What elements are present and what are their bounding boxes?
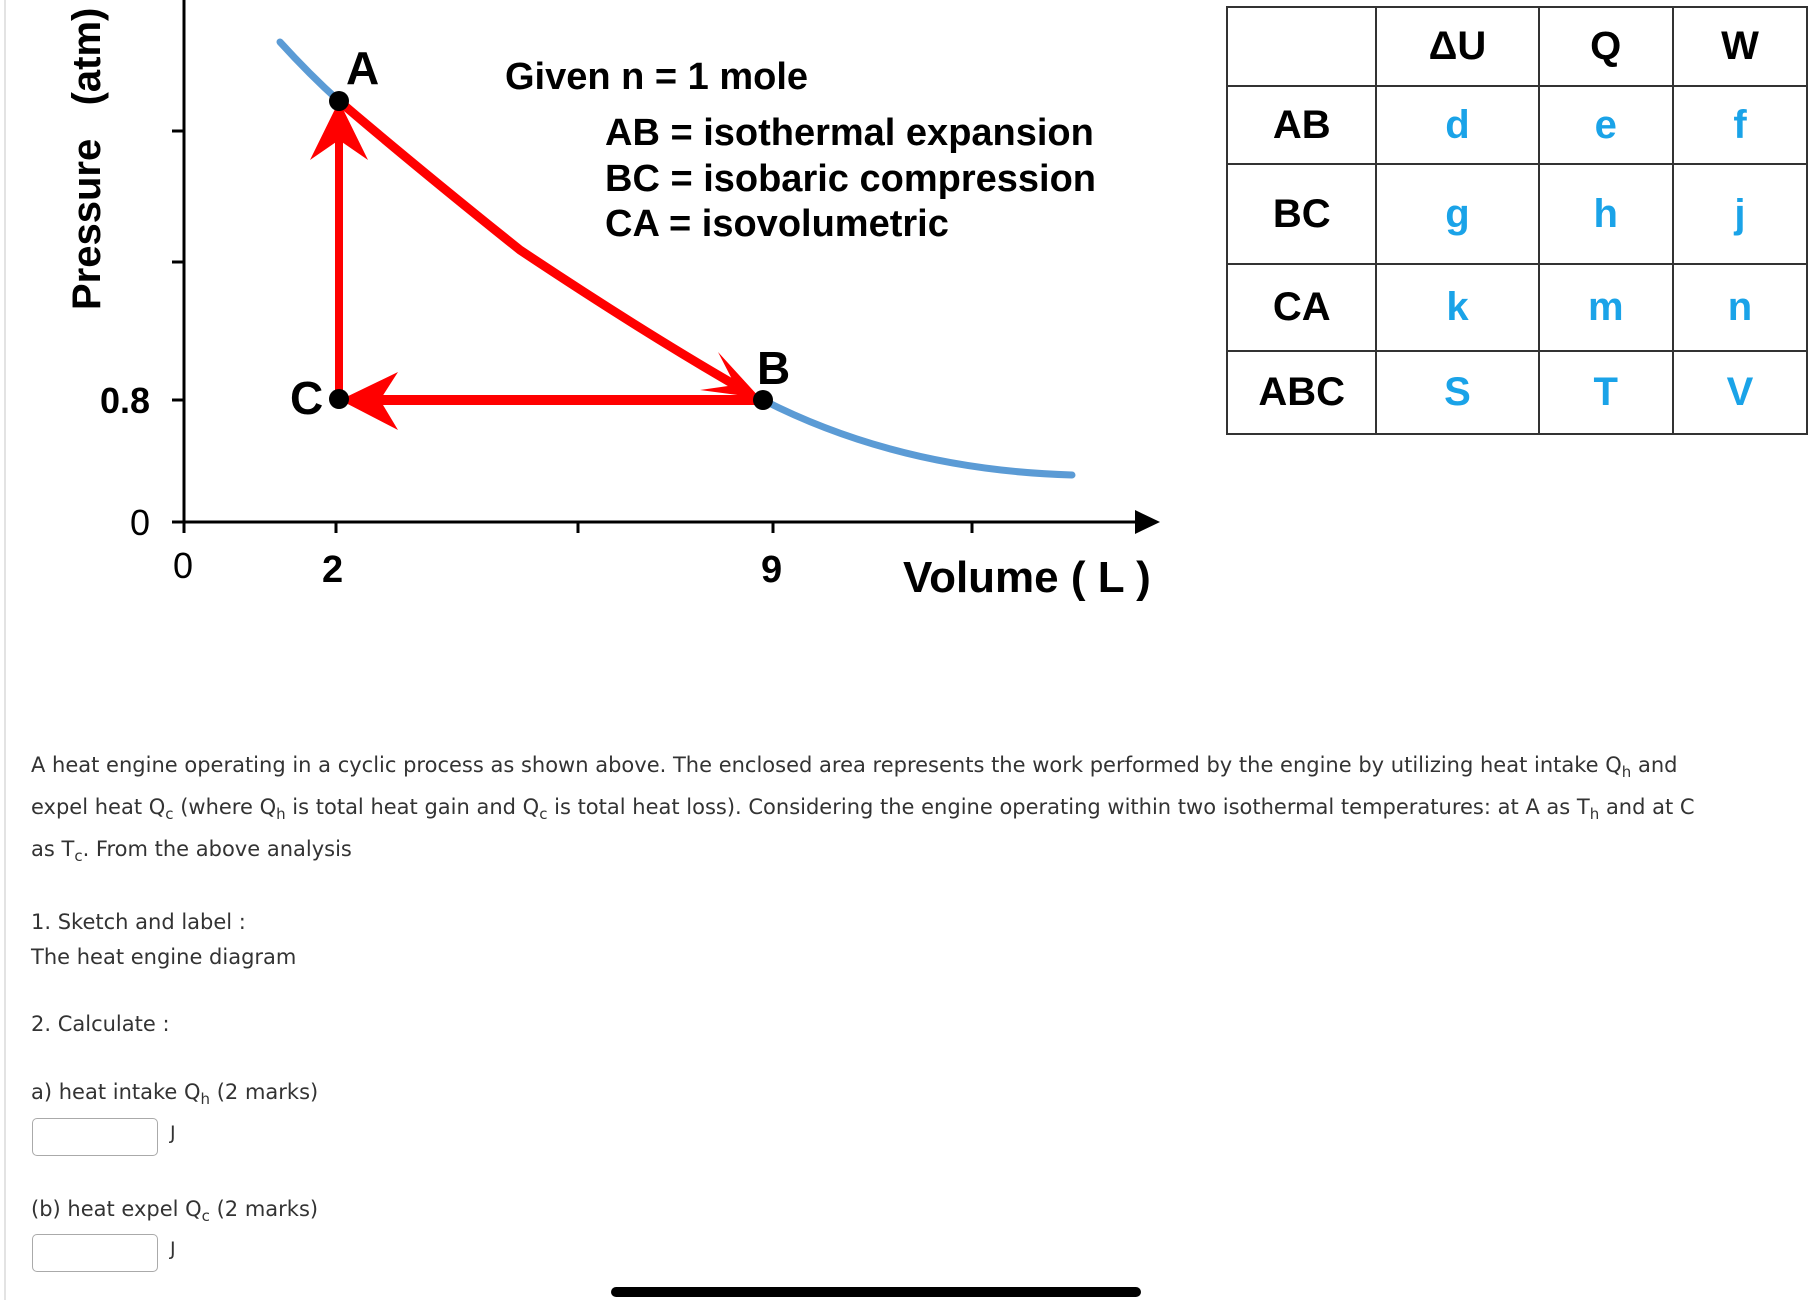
table-row [1227,264,1807,351]
heat-expel-input[interactable] [32,1234,158,1272]
table-header-delta-u: ΔU [1376,7,1538,86]
paragraph-line-3 [31,828,1808,870]
x-tick-label-0: 0 [173,545,194,586]
x-tick-label-2: 2 [322,549,344,591]
subscript: c [74,847,83,865]
item-1-detail: The heat engine diagram [31,945,297,969]
legend-ab: AB = isothermal expansion [605,112,1094,154]
text: A heat engine operating in a cyclic process as shown above. The enclosed area represents the work performed by the engine by utilizing heat intake Q [31,753,1622,777]
cell: d [1376,86,1538,164]
text: and [1631,753,1678,777]
legend-ca: CA = isovolumetric [605,203,949,245]
legend-given: Given n = 1 mole [505,56,809,98]
table-header-q: Q [1539,7,1673,86]
subscript: h [1589,805,1600,823]
cell: h [1539,164,1673,264]
question-paragraph [31,744,1808,870]
subscript: h [200,1090,211,1108]
point-c-label: C [290,372,324,424]
row-label: AB [1227,86,1376,164]
x-tick-label-9: 9 [761,549,783,591]
cell: e [1539,86,1673,164]
text: expel heat Q [31,795,166,819]
text: as T [31,837,75,861]
table-header-row [1227,7,1807,86]
table-header-blank [1227,7,1376,86]
cell: k [1376,264,1538,351]
subscript: c [539,805,548,823]
y-tick-label-0: 0 [130,502,151,543]
text: (2 marks) [210,1080,319,1104]
text: (2 marks) [209,1197,319,1221]
text: (b) heat expel Q [31,1197,202,1221]
point-b-label: B [757,342,791,394]
point-a [329,91,349,111]
cell: j [1673,164,1807,264]
text: a) heat intake Q [31,1080,201,1104]
table-row [1227,351,1807,434]
part-b-label [31,1197,319,1225]
cell: T [1539,351,1673,434]
heat-expel-unit: J [170,1238,176,1260]
subscript: h [1621,763,1632,781]
text: (where Q [173,795,277,819]
row-label: ABC [1227,351,1376,434]
heat-intake-unit: J [170,1122,176,1144]
subscript: h [276,805,286,823]
x-axis-label: Volume ( L ) [903,553,1151,602]
item-2-heading: 2. Calculate : [31,1012,170,1036]
isotherm-curve [280,42,339,101]
text: is total heat gain and Q [285,795,540,819]
cell: S [1376,351,1538,434]
text: is total heat loss). Considering the engine operating within two isothermal temperatures: at A as T [547,795,1590,819]
cell: V [1673,351,1807,434]
row-label: CA [1227,264,1376,351]
heat-intake-input[interactable] [32,1118,158,1156]
item-1-heading: 1. Sketch and label : [31,910,246,934]
table-row [1227,86,1807,164]
cell: g [1376,164,1538,264]
table-header-w: W [1673,7,1807,86]
paragraph-line-1 [31,744,1808,786]
subscript: c [165,805,174,823]
thermo-table [1226,6,1808,435]
text: and at C [1599,795,1695,819]
cell: m [1539,264,1673,351]
point-c [329,389,349,409]
cell: f [1673,86,1807,164]
pv-diagram [0,0,1200,620]
text: . From the above analysis [82,837,352,861]
paragraph-line-2 [31,786,1808,828]
table-row [1227,164,1807,264]
legend-bc: BC = isobaric compression [605,158,1096,200]
part-a-label [31,1080,319,1108]
x-axis-arrow-icon [1135,510,1160,534]
y-tick-label-0.8: 0.8 [100,380,151,421]
subscript: c [201,1207,210,1225]
home-indicator-bar[interactable] [611,1287,1141,1297]
y-axis-label: Pressure (atm) [65,7,109,310]
row-label: BC [1227,164,1376,264]
cell: n [1673,264,1807,351]
isotherm-curve-tail [763,400,1072,475]
process-ab-arrowhead [700,352,760,398]
point-a-label: A [346,42,380,94]
